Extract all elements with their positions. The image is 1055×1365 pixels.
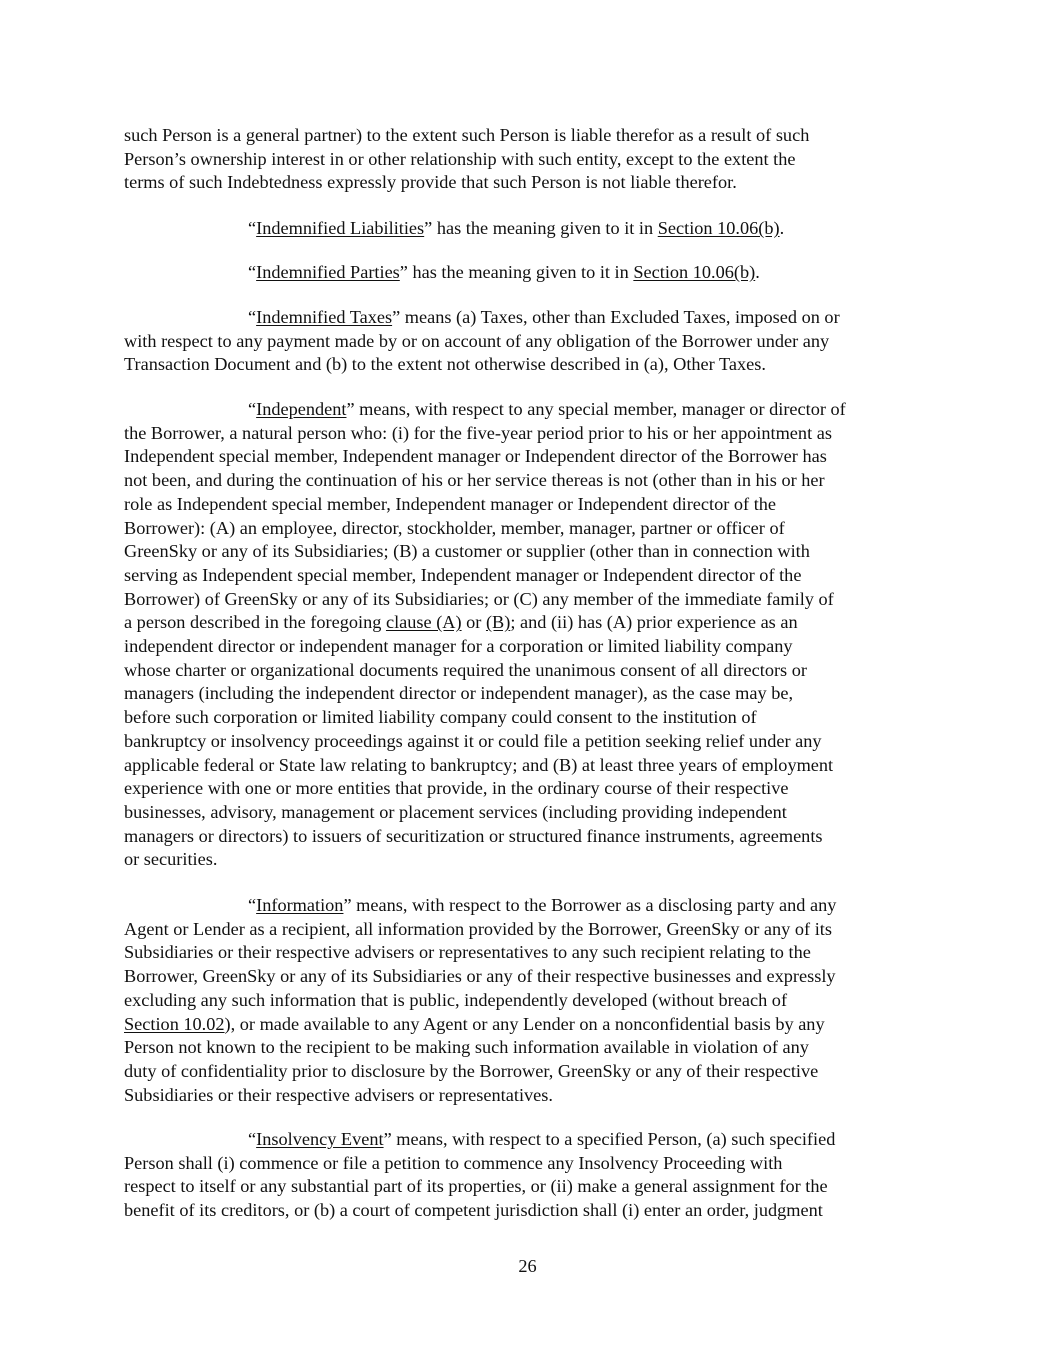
section-reference: Section 10.06(b) [633, 262, 756, 282]
text-line: Person’s ownership interest in or other relationship with such entity, except to the extent the [124, 148, 796, 169]
text-line: Agent or Lender as a recipient, all information provided by the Borrower, GreenSky or any of its [124, 918, 832, 939]
text-run: . [755, 262, 760, 282]
quote-mark: “ [248, 262, 257, 282]
text-run: ” has the meaning given to it in [424, 218, 658, 238]
clause-reference: clause (A) [385, 612, 462, 633]
quote-mark: “ [248, 399, 257, 419]
definition-insolvency-event [124, 1128, 936, 1223]
defined-term: Indemnified Parties [256, 262, 400, 282]
text-run: ” means (a) Taxes, other than Excluded Taxes, imposed on or [392, 307, 840, 327]
text-line: role as Independent special member, Independent manager or Independent director of the [124, 493, 777, 514]
paragraph-continuation [124, 124, 936, 195]
defined-term: Insolvency Event [256, 1129, 384, 1149]
defined-term: Information [256, 895, 344, 915]
text-line: the Borrower, a natural person who: (i) for the five-year period prior to his or her appointment as [124, 422, 832, 443]
text-line: not been, and during the continuation of his or her service thereas is not (other than in his or her [124, 470, 825, 491]
text-line: managers or directors) to issuers of securitization or structured finance instruments, agreements [124, 825, 823, 846]
text-run: ), or made available to any Agent or any Lender on a nonconfidential basis by any [224, 1013, 825, 1034]
text-line: experience with one or more entities that provide, in the ordinary course of their respective [124, 778, 789, 799]
text-line: independent director or independent manager for a corporation or limited liability company [124, 636, 793, 657]
text-run: ” means, with respect to a specified Person, (a) such specified [383, 1129, 836, 1149]
text-line: managers (including the independent director or independent manager), as the case may be, [124, 683, 794, 704]
text-line: applicable federal or State law relating to bankruptcy; and (B) at least three years of employment [124, 754, 834, 775]
text-line: Borrower) of GreenSky or any of its Subsidiaries; or (C) any member of the immediate family of [124, 588, 834, 609]
text-line: Person not known to the recipient to be making such information available in violation of any [124, 1037, 809, 1058]
text-line: respect to itself or any substantial part of its properties, or (ii) make a general assignment for the [124, 1176, 828, 1197]
text-line: whose charter or organizational documents required the unanimous consent of all directors or [124, 659, 807, 680]
quote-mark: “ [248, 218, 257, 238]
definition-indemnified-liabilities [124, 217, 936, 241]
clause-reference: (B) [485, 612, 511, 633]
definition-indemnified-taxes [124, 306, 936, 377]
text-line: Subsidiaries or their respective advisers or representatives to any such recipient relating to the [124, 942, 811, 963]
text-run: ” means, with respect to any special member, manager or director of [346, 399, 846, 419]
text-run: ” means, with respect to the Borrower as a disclosing party and any [343, 895, 837, 915]
text-line: benefit of its creditors, or (b) a court of competent jurisdiction shall (i) enter an order, judgment [124, 1200, 823, 1221]
text-line: Independent special member, Independent manager or Independent director of the Borrower has [124, 446, 827, 467]
text-line: Transaction Document and (b) to the extent not otherwise described in (a), Other Taxes. [124, 354, 766, 375]
text-line: before such corporation or limited liability company could consent to the institution of [124, 707, 757, 728]
text-line: Borrower, GreenSky or any of its Subsidiaries or any of their respective businesses and expressly [124, 966, 836, 987]
text-line: serving as Independent special member, Independent manager or Independent director of the [124, 564, 802, 585]
text-run: ; and (ii) has (A) prior experience as an [510, 612, 798, 633]
section-reference: Section 10.06(b) [657, 218, 780, 238]
text-line: or securities. [124, 849, 218, 870]
defined-term: Indemnified Taxes [256, 307, 393, 327]
section-reference: Section 10.02 [124, 1013, 225, 1034]
text-line: terms of such Indebtedness expressly provide that such Person is not liable therefor. [124, 172, 737, 193]
quote-mark: “ [248, 895, 257, 915]
text-line: Subsidiaries or their respective advisers or representatives. [124, 1084, 553, 1105]
page-number: 26 [518, 1256, 537, 1276]
text-line: bankruptcy or insolvency proceedings against it or could file a petition seeking relief under any [124, 730, 822, 751]
defined-term: Indemnified Liabilities [256, 218, 425, 238]
definition-independent [124, 398, 936, 872]
text-run: or [461, 612, 486, 633]
text-run: . [779, 218, 785, 238]
text-line: businesses, advisory, management or placement services (including providing independent [124, 801, 787, 822]
definition-information [124, 894, 936, 1107]
text-run: ” has the meaning given to it in [399, 262, 634, 282]
text-line: such Person is a general partner) to the extent such Person is liable therefor as a result of such [124, 125, 810, 145]
text-line: duty of confidentiality prior to disclosure by the Borrower, GreenSky or any of their respective [124, 1060, 819, 1081]
text-line: excluding any such information that is public, independently developed (without breach of [124, 989, 788, 1010]
text-run: a person described in the foregoing [124, 612, 386, 633]
defined-term: Independent [256, 399, 347, 419]
text-line: Person shall (i) commence or file a petition to commence any Insolvency Proceeding with [124, 1152, 783, 1173]
quote-mark: “ [248, 1129, 257, 1149]
quote-mark: “ [248, 307, 257, 327]
text-line: with respect to any payment made by or on account of any obligation of the Borrower under any [124, 330, 830, 351]
text-line: GreenSky or any of its Subsidiaries; (B) a customer or supplier (other than in connection with [124, 541, 810, 562]
definition-indemnified-parties [124, 261, 936, 285]
text-line: Borrower): (A) an employee, director, stockholder, member, manager, partner or officer of [124, 517, 785, 538]
